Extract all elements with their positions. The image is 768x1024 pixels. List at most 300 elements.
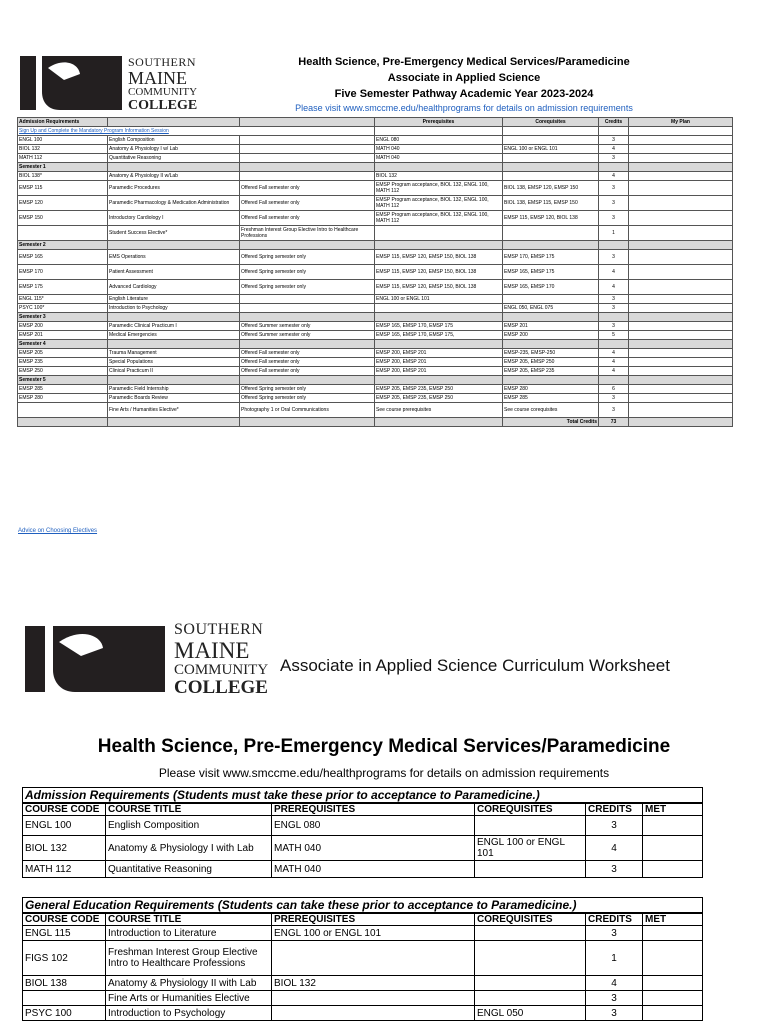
course-title: Introduction to Psychology — [108, 304, 240, 313]
course-credits: 6 — [599, 385, 629, 394]
course-note: Offered Fall semester only — [240, 358, 375, 367]
empty-cell — [599, 241, 629, 250]
my-plan-cell[interactable] — [629, 304, 733, 313]
course-row — [18, 295, 733, 304]
course-corequisites: EMSP 165, EMSP 175 — [503, 265, 599, 280]
course-title: Introduction to Literature — [106, 926, 272, 941]
empty-cell — [240, 376, 375, 385]
course-title: English Composition — [106, 816, 272, 836]
empty-cell — [599, 376, 629, 385]
my-plan-cell[interactable] — [629, 367, 733, 376]
table-caption: General Education Requirements (Students can take these prior to acceptance to Paramedicine.) — [23, 898, 703, 914]
course-prerequisites — [272, 941, 475, 976]
course-corequisites: BIOL 138, EMSP 115, EMSP 150 — [503, 196, 599, 211]
course-note — [240, 304, 375, 313]
course-credits: 1 — [586, 941, 643, 976]
my-plan-cell[interactable] — [629, 154, 733, 163]
my-plan-cell[interactable] — [629, 265, 733, 280]
course-corequisites — [503, 226, 599, 241]
course-corequisites — [475, 861, 586, 878]
course-row — [18, 403, 733, 418]
logo-line-maine: MAINE — [174, 638, 250, 663]
semester-header-row — [18, 313, 733, 322]
empty-cell — [18, 418, 108, 427]
course-title: Student Success Elective* — [108, 226, 240, 241]
course-title: Paramedic Pharmacology & Medication Administration — [108, 196, 240, 211]
col-header-notes — [240, 118, 375, 127]
course-code: EMSP 170 — [18, 265, 108, 280]
course-note: Offered Spring semester only — [240, 385, 375, 394]
met-checkbox-cell[interactable] — [643, 816, 703, 836]
empty-cell — [108, 418, 240, 427]
course-code: BIOL 132 — [18, 145, 108, 154]
empty-cell — [108, 340, 240, 349]
met-checkbox-cell[interactable] — [643, 976, 703, 991]
course-corequisites: EMSP-235, EMSP-250 — [503, 349, 599, 358]
logo-line-college: COLLEGE — [128, 98, 198, 113]
course-row — [18, 349, 733, 358]
my-plan-cell[interactable] — [629, 172, 733, 181]
logo-mark-icon — [25, 622, 167, 696]
course-title: Anatomy & Physiology I with Lab — [106, 836, 272, 861]
empty-cell — [108, 376, 240, 385]
course-title: Introduction to Psychology — [106, 1006, 272, 1021]
course-prerequisites: EMSP Program acceptance, BIOL 132, ENGL 100, MATH 112 — [375, 181, 503, 196]
course-code: BIOL 138* — [18, 172, 108, 181]
info-session-row — [18, 127, 733, 136]
course-row — [18, 196, 733, 211]
col-header-credits: CREDITS — [586, 913, 643, 926]
met-checkbox-cell[interactable] — [643, 836, 703, 861]
course-prerequisites: ENGL 100 or ENGL 101 — [375, 295, 503, 304]
col-header-credits: Credits — [599, 118, 629, 127]
course-credits: 3 — [599, 295, 629, 304]
admission-info-link[interactable]: Please visit www.smccme.edu/healthprograms for details on admission requirements — [295, 103, 633, 113]
course-credits: 3 — [599, 403, 629, 418]
met-checkbox-cell[interactable] — [643, 926, 703, 941]
empty-cell — [629, 418, 733, 427]
logo-mark-icon — [20, 52, 125, 114]
empty-cell — [629, 163, 733, 172]
met-checkbox-cell[interactable] — [643, 1006, 703, 1021]
col-header-course-code: COURSE CODE — [23, 913, 106, 926]
my-plan-cell[interactable] — [629, 331, 733, 340]
course-code: EMSP 280 — [18, 394, 108, 403]
course-prerequisites: EMSP 205, EMSP 235, EMSP 250 — [375, 385, 503, 394]
course-prerequisites: EMSP Program acceptance, BIOL 132, ENGL 100, MATH 112 — [375, 196, 503, 211]
empty-cell — [375, 241, 503, 250]
course-prerequisites — [272, 991, 475, 1006]
course-row — [23, 1006, 703, 1021]
empty-cell — [240, 340, 375, 349]
worksheet-title: Associate in Applied Science Curriculum Worksheet — [280, 656, 670, 675]
empty-cell — [375, 313, 503, 322]
course-code: EMSP 165 — [18, 250, 108, 265]
course-note: Offered Spring semester only — [240, 280, 375, 295]
course-credits: 4 — [599, 265, 629, 280]
empty-cell — [599, 340, 629, 349]
course-corequisites — [475, 926, 586, 941]
course-prerequisites — [272, 1006, 475, 1021]
course-row — [18, 304, 733, 313]
course-code: BIOL 138 — [23, 976, 106, 991]
course-corequisites: EMSP 205, EMSP 250 — [503, 358, 599, 367]
course-credits: 3 — [599, 181, 629, 196]
course-prerequisites: MATH 040 — [375, 154, 503, 163]
col-header-my-plan: My Plan — [629, 118, 733, 127]
course-corequisites: See course corequisites — [503, 403, 599, 418]
course-credits: 3 — [586, 926, 643, 941]
course-row — [18, 250, 733, 265]
empty-cell — [375, 340, 503, 349]
logo-line-maine: MAINE — [128, 68, 187, 88]
course-title: Paramedic Clinical Practicum I — [108, 322, 240, 331]
course-credits: 3 — [586, 1006, 643, 1021]
empty-cell — [108, 163, 240, 172]
course-prerequisites: MATH 040 — [375, 145, 503, 154]
course-corequisites: EMSP 200 — [503, 331, 599, 340]
course-prerequisites: EMSP 200, EMSP 201 — [375, 367, 503, 376]
course-corequisites: EMSP 165, EMSP 170 — [503, 280, 599, 295]
course-title: Introductory Cardiology I — [108, 211, 240, 226]
met-checkbox-cell[interactable] — [643, 861, 703, 878]
course-credits: 3 — [599, 211, 629, 226]
course-credits: 3 — [599, 322, 629, 331]
course-note: Offered Fall semester only — [240, 181, 375, 196]
pathway-table — [17, 117, 733, 427]
course-credits: 4 — [599, 172, 629, 181]
course-title: Fine Arts or Humanities Elective — [106, 991, 272, 1006]
course-row — [18, 226, 733, 241]
course-title: Clinical Practicum II — [108, 367, 240, 376]
course-row — [18, 322, 733, 331]
course-code: ENGL 115* — [18, 295, 108, 304]
course-title: Advanced Cardiology — [108, 280, 240, 295]
empty-cell — [599, 313, 629, 322]
course-prerequisites: EMSP 200, EMSP 201 — [375, 358, 503, 367]
course-corequisites: EMSP 115, EMSP 120, BIOL 138 — [503, 211, 599, 226]
course-corequisites: EMSP 201 — [503, 322, 599, 331]
empty-cell — [629, 241, 733, 250]
my-plan-cell[interactable] — [629, 136, 733, 145]
my-plan-cell[interactable] — [629, 250, 733, 265]
my-plan-cell[interactable] — [629, 358, 733, 367]
course-prerequisites: MATH 040 — [272, 861, 475, 878]
course-code: EMSP 235 — [18, 358, 108, 367]
my-plan-cell[interactable] — [629, 280, 733, 295]
course-prerequisites: EMSP 115, EMSP 120, EMSP 150, BIOL 138 — [375, 250, 503, 265]
table-caption-row — [23, 788, 703, 804]
course-title: Special Populations — [108, 358, 240, 367]
course-note — [240, 172, 375, 181]
met-checkbox-cell[interactable] — [643, 941, 703, 976]
empty-cell — [375, 418, 503, 427]
empty-cell — [503, 241, 599, 250]
semester-label: Semester 5 — [18, 376, 108, 385]
course-prerequisites: EMSP 115, EMSP 120, EMSP 150, BIOL 138 — [375, 280, 503, 295]
course-credits: 4 — [586, 976, 643, 991]
course-corequisites — [503, 172, 599, 181]
course-code: ENGL 100 — [18, 136, 108, 145]
col-header-corequisites: Corequisites — [503, 118, 599, 127]
course-note: Offered Summer semester only — [240, 322, 375, 331]
course-credits: 3 — [586, 991, 643, 1006]
col-header-title — [108, 118, 240, 127]
course-prerequisites: ENGL 080 — [375, 136, 503, 145]
course-code — [18, 403, 108, 418]
course-title: EMS Operations — [108, 250, 240, 265]
course-prerequisites: ENGL 100 or ENGL 101 — [272, 926, 475, 941]
course-code: EMSP 285 — [18, 385, 108, 394]
course-title: Anatomy & Physiology II with Lab — [106, 976, 272, 991]
empty-cell — [108, 313, 240, 322]
course-title: Quantitative Reasoning — [106, 861, 272, 878]
my-plan-cell[interactable] — [629, 394, 733, 403]
course-row — [18, 172, 733, 181]
course-title: Anatomy & Physiology I w/ Lab — [108, 145, 240, 154]
course-corequisites: ENGL 100 or ENGL 101 — [475, 836, 586, 861]
course-code: EMSP 150 — [18, 211, 108, 226]
empty-cell — [629, 340, 733, 349]
course-corequisites — [475, 991, 586, 1006]
course-prerequisites: ENGL 080 — [272, 816, 475, 836]
pathway-title: Five Semester Pathway Academic Year 2023-2024 — [334, 88, 594, 100]
course-row — [23, 941, 703, 976]
my-plan-cell[interactable] — [629, 403, 733, 418]
total-credits-value: 73 — [599, 418, 629, 427]
course-code: EMSP 115 — [18, 181, 108, 196]
my-plan-cell[interactable] — [629, 385, 733, 394]
course-prerequisites: BIOL 132 — [272, 976, 475, 991]
course-credits: 3 — [586, 861, 643, 878]
logo-line-college: COLLEGE — [174, 677, 268, 698]
course-corequisites — [475, 976, 586, 991]
course-note: Offered Fall semester only — [240, 367, 375, 376]
course-row — [18, 385, 733, 394]
my-plan-cell[interactable] — [629, 181, 733, 196]
my-plan-cell[interactable] — [629, 145, 733, 154]
course-note: Offered Spring semester only — [240, 394, 375, 403]
empty-cell — [629, 376, 733, 385]
empty-cell — [108, 241, 240, 250]
course-prerequisites — [375, 304, 503, 313]
semester-header-row — [18, 376, 733, 385]
college-logo — [20, 52, 200, 114]
table-caption: Admission Requirements (Students must take these prior to acceptance to Paramedicine.) — [23, 788, 703, 804]
semester-label: Semester 2 — [18, 241, 108, 250]
course-code: MATH 112 — [23, 861, 106, 878]
worksheet-program-title: Health Science, Pre-Emergency Medical Services/Paramedicine — [97, 736, 671, 757]
course-prerequisites: EMSP 200, EMSP 201 — [375, 349, 503, 358]
course-code: EMSP 201 — [18, 331, 108, 340]
semester-header-row — [18, 163, 733, 172]
course-corequisites: ENGL 050 — [475, 1006, 586, 1021]
empty-cell — [503, 376, 599, 385]
course-credits: 1 — [599, 226, 629, 241]
col-header-course-title: COURSE TITLE — [106, 913, 272, 926]
course-note — [240, 295, 375, 304]
course-row — [18, 265, 733, 280]
course-code: PSYC 100* — [18, 304, 108, 313]
course-corequisites — [475, 816, 586, 836]
degree-title: Associate in Applied Science — [387, 72, 541, 84]
course-credits: 3 — [599, 196, 629, 211]
course-credits: 3 — [599, 394, 629, 403]
general-education-table — [22, 897, 703, 1021]
course-note — [240, 154, 375, 163]
course-prerequisites: BIOL 132 — [375, 172, 503, 181]
course-title: Anatomy & Physiology II w/Lab — [108, 172, 240, 181]
course-note: Offered Fall semester only — [240, 349, 375, 358]
pathway-header-row — [18, 118, 733, 127]
course-prerequisites: EMSP Program acceptance, BIOL 132, ENGL 100, MATH 112 — [375, 211, 503, 226]
course-title: Paramedic Procedures — [108, 181, 240, 196]
course-title: Paramedic Boards Review — [108, 394, 240, 403]
course-code: EMSP 250 — [18, 367, 108, 376]
my-plan-cell[interactable] — [629, 196, 733, 211]
course-code: EMSP 120 — [18, 196, 108, 211]
course-credits: 3 — [599, 250, 629, 265]
course-note: Freshman Interest Group Elective Intro to Healthcare Professions — [240, 226, 375, 241]
empty-cell — [503, 313, 599, 322]
course-title: Patient Assessment — [108, 265, 240, 280]
my-plan-cell[interactable] — [629, 226, 733, 241]
col-header-admission: Admission Requirements — [18, 118, 108, 127]
worksheet-admission-note: Please visit www.smccme.edu/healthprograms for details on admission requirements — [158, 766, 610, 780]
course-code: ENGL 100 — [23, 816, 106, 836]
col-header-corequisites: COREQUISITES — [475, 803, 586, 816]
course-note: Offered Summer semester only — [240, 331, 375, 340]
met-checkbox-cell[interactable] — [643, 991, 703, 1006]
semester-label: Semester 3 — [18, 313, 108, 322]
course-corequisites — [503, 136, 599, 145]
table-header-row — [23, 803, 703, 816]
course-note: Photography 1 or Oral Communications — [240, 403, 375, 418]
table-caption-row — [23, 898, 703, 914]
course-credits: 5 — [599, 331, 629, 340]
col-header-met: MET — [643, 803, 703, 816]
program-header — [240, 54, 688, 114]
course-title: English Literature — [108, 295, 240, 304]
semester-header-row — [18, 340, 733, 349]
empty-cell — [629, 313, 733, 322]
admission-requirements-table — [22, 787, 703, 878]
my-plan-cell[interactable] — [629, 349, 733, 358]
course-note: Offered Spring semester only — [240, 250, 375, 265]
semester-header-row — [18, 241, 733, 250]
empty-cell — [240, 241, 375, 250]
course-credits: 3 — [599, 304, 629, 313]
course-row — [18, 136, 733, 145]
course-credits: 4 — [586, 836, 643, 861]
course-credits: 3 — [586, 816, 643, 836]
logo-line-southern: SOUTHERN — [174, 621, 264, 638]
course-row — [23, 861, 703, 878]
col-header-course-title: COURSE TITLE — [106, 803, 272, 816]
semester-label: Semester 4 — [18, 340, 108, 349]
col-header-course-code: COURSE CODE — [23, 803, 106, 816]
semester-label: Semester 1 — [18, 163, 108, 172]
program-title: Health Science, Pre-Emergency Medical Services/Paramedicine — [298, 56, 630, 68]
col-header-met: MET — [643, 913, 703, 926]
empty-cell — [375, 376, 503, 385]
course-corequisites — [475, 941, 586, 976]
course-title: Fine Arts / Humanities Elective* — [108, 403, 240, 418]
empty-cell — [240, 163, 375, 172]
course-title: Freshman Interest Group Elective Intro to Healthcare Professions — [106, 941, 272, 976]
course-code: PSYC 100 — [23, 1006, 106, 1021]
total-credits-label: Total Credits — [503, 418, 599, 427]
course-corequisites: EMSP 280 — [503, 385, 599, 394]
course-code: ENGL 115 — [23, 926, 106, 941]
course-code: EMSP 175 — [18, 280, 108, 295]
col-header-credits: CREDITS — [586, 803, 643, 816]
course-row — [18, 331, 733, 340]
col-header-prerequisites: PREREQUISITES — [272, 803, 475, 816]
course-credits: 4 — [599, 367, 629, 376]
course-title: Quantitative Reasoning — [108, 154, 240, 163]
total-credits-row — [18, 418, 733, 427]
course-row — [18, 280, 733, 295]
empty-cell — [503, 163, 599, 172]
course-note — [240, 136, 375, 145]
course-corequisites — [503, 154, 599, 163]
my-plan-cell[interactable] — [629, 322, 733, 331]
my-plan-cell[interactable] — [629, 295, 733, 304]
info-session-link[interactable]: Sign Up and Complete the Mandatory Program Information Session — [18, 127, 375, 136]
course-title: Trauma Management — [108, 349, 240, 358]
col-header-prerequisites: Prerequisites — [375, 118, 503, 127]
table-header-row — [23, 913, 703, 926]
empty-cell — [599, 163, 629, 172]
empty-cell — [240, 418, 375, 427]
course-prerequisites: See course prerequisites — [375, 403, 503, 418]
course-credits: 4 — [599, 280, 629, 295]
course-credits: 4 — [599, 358, 629, 367]
college-logo-large — [25, 622, 275, 696]
course-prerequisites: EMSP 165, EMSP 170, EMSP 175, — [375, 331, 503, 340]
course-row — [18, 394, 733, 403]
course-title: Paramedic Field Internship — [108, 385, 240, 394]
course-row — [23, 926, 703, 941]
col-header-prerequisites: PREREQUISITES — [272, 913, 475, 926]
course-corequisites: EMSP 170, EMSP 175 — [503, 250, 599, 265]
my-plan-cell[interactable] — [629, 211, 733, 226]
course-row — [18, 367, 733, 376]
course-prerequisites: EMSP 115, EMSP 120, EMSP 150, BIOL 138 — [375, 265, 503, 280]
course-title: Medical Emergencies — [108, 331, 240, 340]
electives-advice-link[interactable]: Advice on Choosing Electives — [18, 528, 98, 534]
course-note: Offered Fall semester only — [240, 196, 375, 211]
empty-cell — [503, 340, 599, 349]
course-corequisites: BIOL 138, EMSP 120, EMSP 150 — [503, 181, 599, 196]
course-row — [23, 836, 703, 861]
course-note: Offered Fall semester only — [240, 211, 375, 226]
course-note — [240, 145, 375, 154]
logo-line-southern: SOUTHERN — [128, 55, 197, 69]
course-row — [18, 181, 733, 196]
course-corequisites: ENGL 050, ENGL 075 — [503, 304, 599, 313]
course-prerequisites: EMSP 205, EMSP 235, EMSP 250 — [375, 394, 503, 403]
course-code: BIOL 132 — [23, 836, 106, 861]
course-prerequisites — [375, 226, 503, 241]
course-corequisites: EMSP 285 — [503, 394, 599, 403]
course-prerequisites: MATH 040 — [272, 836, 475, 861]
course-credits: 4 — [599, 145, 629, 154]
course-code: FIGS 102 — [23, 941, 106, 976]
course-prerequisites: EMSP 165, EMSP 170, EMSP 175 — [375, 322, 503, 331]
course-corequisites: EMSP 205, EMSP 235 — [503, 367, 599, 376]
